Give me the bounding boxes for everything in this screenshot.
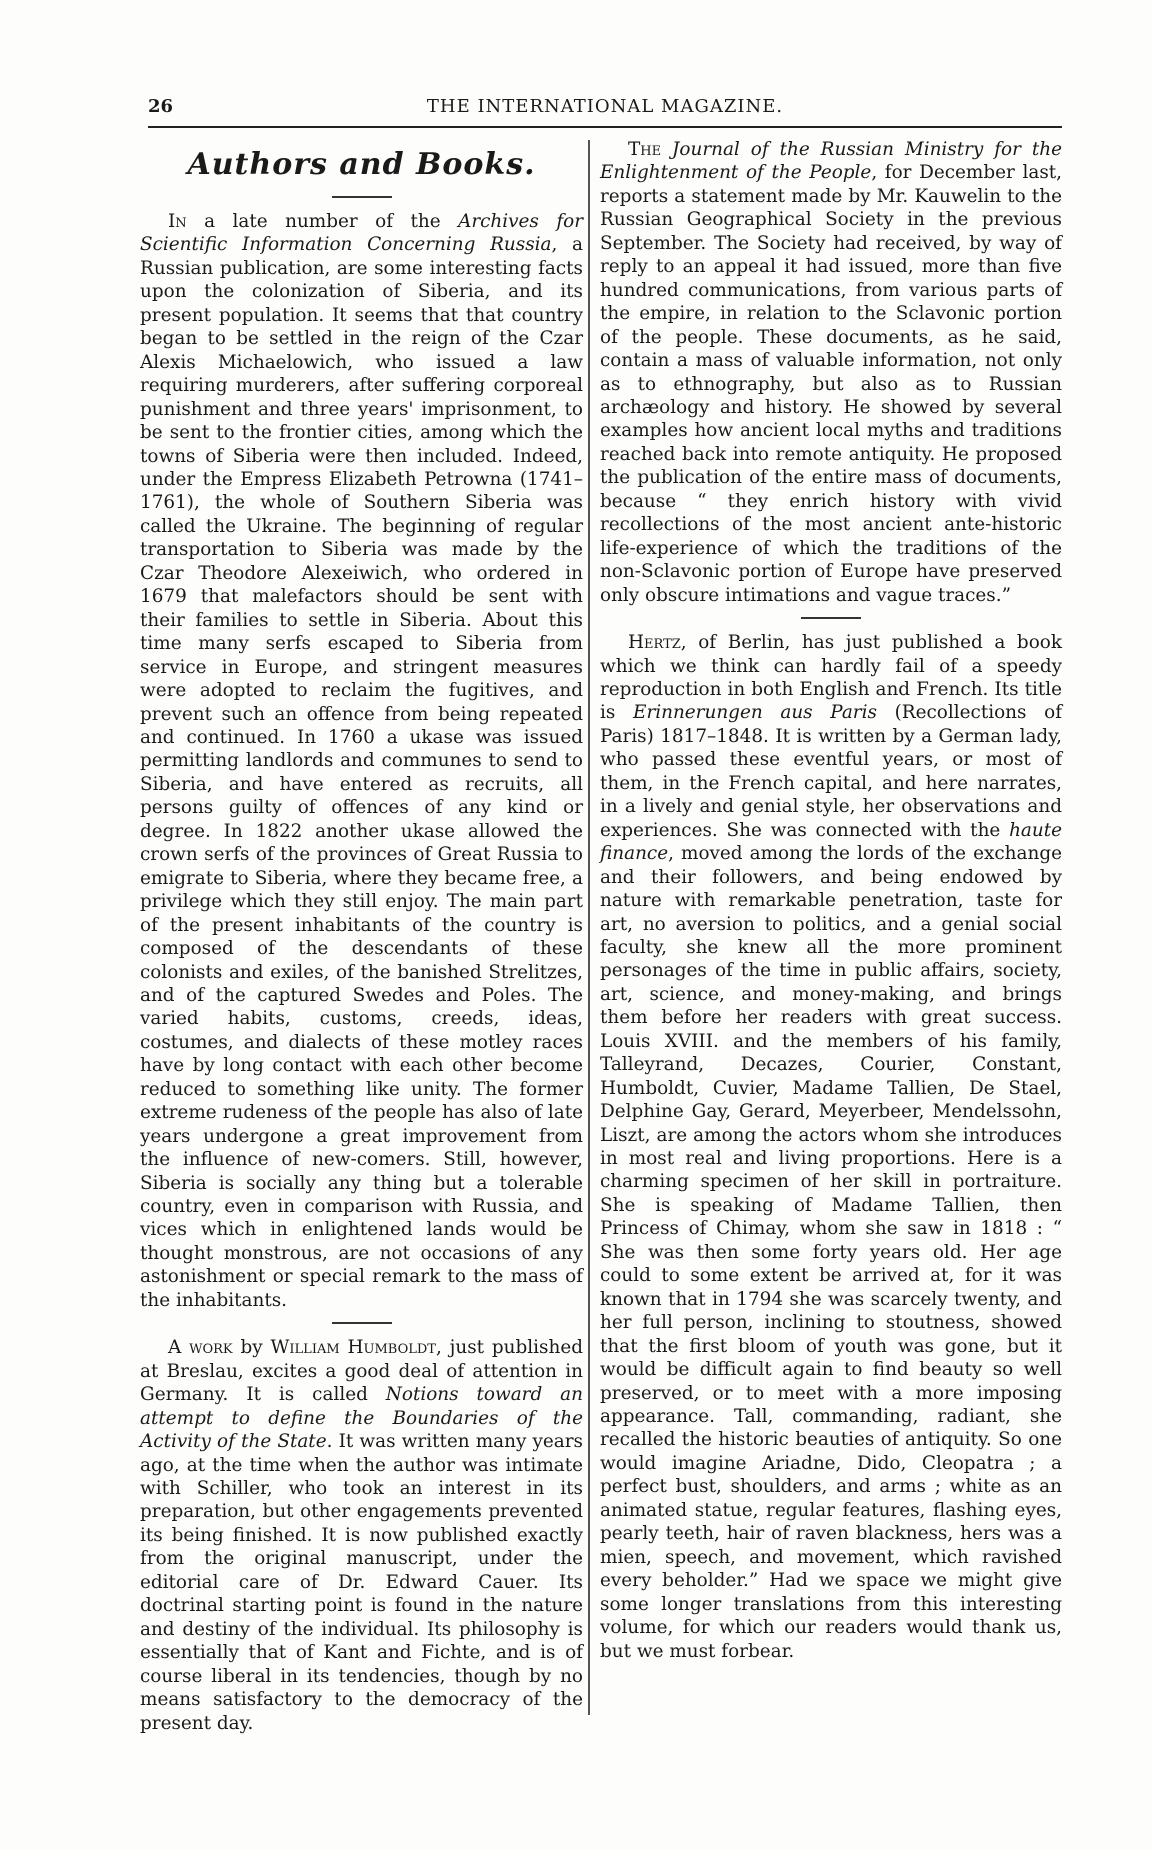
left-column [140,138,583,1735]
haute-finance: haute finance [600,819,1062,865]
article-siberia: In a late number of the Archives for Scientific Information Concerning Russia, a Russian publication, are some interesting facts upon the colonization of Siberia, and its present population. It seems that that country began to be settled in the reign of the Czar Alexis Michaelowich, who issued a law requiring murderers, after suffering corporeal punishment and three years' imprisonment, to be sent to the frontier cities, among which the towns of Siberia were then included. Indeed, under the Empress Elizabeth Petrowna (1741–1761), the whole of Southern Siberia was called the Ukraine. The beginning of regular transportation to Siberia was made by the Czar Theodore Alexeiwich, who ordered in 1679 that malefactors should be sent with their families to settle in Siberia. About this time many serfs escaped to Siberia from service in Europe, and stringent measures were adopted to reclaim the fugitives, and prevent such an offence from being repeated and continued. In 1760 a ukase was issued permitting landlords and communes to send to Siberia, and have entered as recruits, all persons guilty of offences of any kind or degree. In 1822 another ukase allowed the crown serfs of the provinces of Great Russia to emigrate to Siberia, where they became free, a privilege which they still enjoy. The main part of the present inhabitants of the country is composed of the descendants of these colonists and exiles, of the banished Strelitzes, and of the captured Swedes and Poles. The varied habits, customs, creeds, ideas, costumes, and dialects of these motley races have by long contact with each other become reduced to something like unity. The former extreme rudeness of the people has also of late years undergone a great improvement from the influence of new-comers. Still, however, Siberia is socially any thing but a tolerable country, even in comparison with Russia, and vices which in enlightened lands would be thought monstrous, are not occasions of any astonishment or special remark to the mass of the inhabitants. [140,211,584,1311]
page-number: 26 [148,96,174,117]
work-title: Notions toward an attempt to define the Boundaries of the Activity of the State [140,1384,583,1453]
journal-title: Journal of the Russian Ministry for the Enlightenment of the People [600,139,1062,184]
running-head: THE INTERNATIONAL MAGAZINE. [426,96,784,117]
section-title: Authors and Books. [187,147,536,182]
column-divider [588,140,590,1715]
author-name: William Humboldt [270,1337,436,1359]
article-hertz: Hertz, of Berlin, has just published a book which we think can hardly fail of a speedy reproduction in both English and French. Its title is Erinnerungen aus Paris (Recollections of Paris) 1817–1848. It is written by a German lady, who passed these eventful years, or most of them, in the French capital, and here narrates, in a lively and genial style, her observations and experiences. She was connected with the haute finance, moved among the lords of the exchange and their followers, and being endowed by nature with remarkable penetration, taste for art, no aversion to politics, and a genial social faculty, she knew all the more prominent personages of the time in public affairs, society, art, science, and money-making, and brings them before her readers with great success. Louis XVIII. and the members of his family, Talleyrand, Decazes, Courier, Constant, Humboldt, Cuvier, Madame Tallien, De Stael, Delphine Gay, Gerard, Meyerbeer, Mendelssohn, Liszt, are among the actors whom she introduces in most real and living proportions. Here is a charming specimen of her skill in portraiture. She is speaking of Madame Tallien, then Princess of Chimay, whom she saw in 1818 : “ She was then some forty years old. Her age could to some extent be arrived at, for it was known that in 1794 she was scarcely twenty, and her full person, inclining to stoutness, showed that the first bloom of youth was gone, but it would be difficult again to find beauty so well preserved, or to meet with a more imposing appearance. Tall, commanding, radiant, she recalled the historic beauties of antiquity. So one would imagine Ariadne, Dido, Cleopatra ; a perfect bust, shoulders, and arms ; white as an animated statue, regular features, flashing eyes, pearly teeth, hair of raven blackness, hers was a mien, speech, and movement, which ravished every beholder.” Had we space we might give some longer translations from this interesting volume, for which our readers would thank us, but we must forbear. [600,632,1063,1662]
article-humboldt: A work by William Humboldt, just published at Breslau, excites a good deal of attention in Germany. It is called Notions toward an attempt to define the Boundaries of the Activity of the State. It was written many years ago, at the time when the author was intimate with Schiller, who took an interest in its preparation, but other engagements prevented its being finished. It is now published exactly from the original manuscript, under the editorial care of Dr. Edward Cauer. Its doctrinal starting point is found in the nature and destiny of the individual. Its philosophy is essentially that of Kant and Fichte, and is of course liberal in its tendencies, though by no means satisfactory to the democracy of the present day. [140,1337,583,1734]
article-journal: The Journal of the Russian Ministry for the Enlightenment of the People, for December last, reports a statement made by Mr. Kauwelin to the Russian Geographical Society in the previous September. The Society had received, by way of reply to an appeal it had issued, more than five hundred communications, from various parts of the empire, in relation to the Sclavonic portion of the people. These documents, as he said, contain a mass of valuable information, not only as to ethnography, but also as to Russian archæology and history. He showed by several examples how ancient local myths and traditions reached back into remote antiquity. He proposed the publication of the entire mass of documents, because “ they enrich history with vivid recollections of the most ancient ante-historic life-experience of which the traditions of the non-Sclavonic portion of Europe have preserved only obscure intimations and vague traces.” [600,139,1062,606]
archives-title: Archives for Scientific Information Concerning Russia [140,211,584,256]
article-separator [332,1322,392,1324]
article-separator [801,617,861,619]
section-rule [332,196,392,198]
book-title: Erinnerungen aus Paris [633,702,877,724]
right-column [600,138,1062,1663]
page-header [148,92,1062,128]
